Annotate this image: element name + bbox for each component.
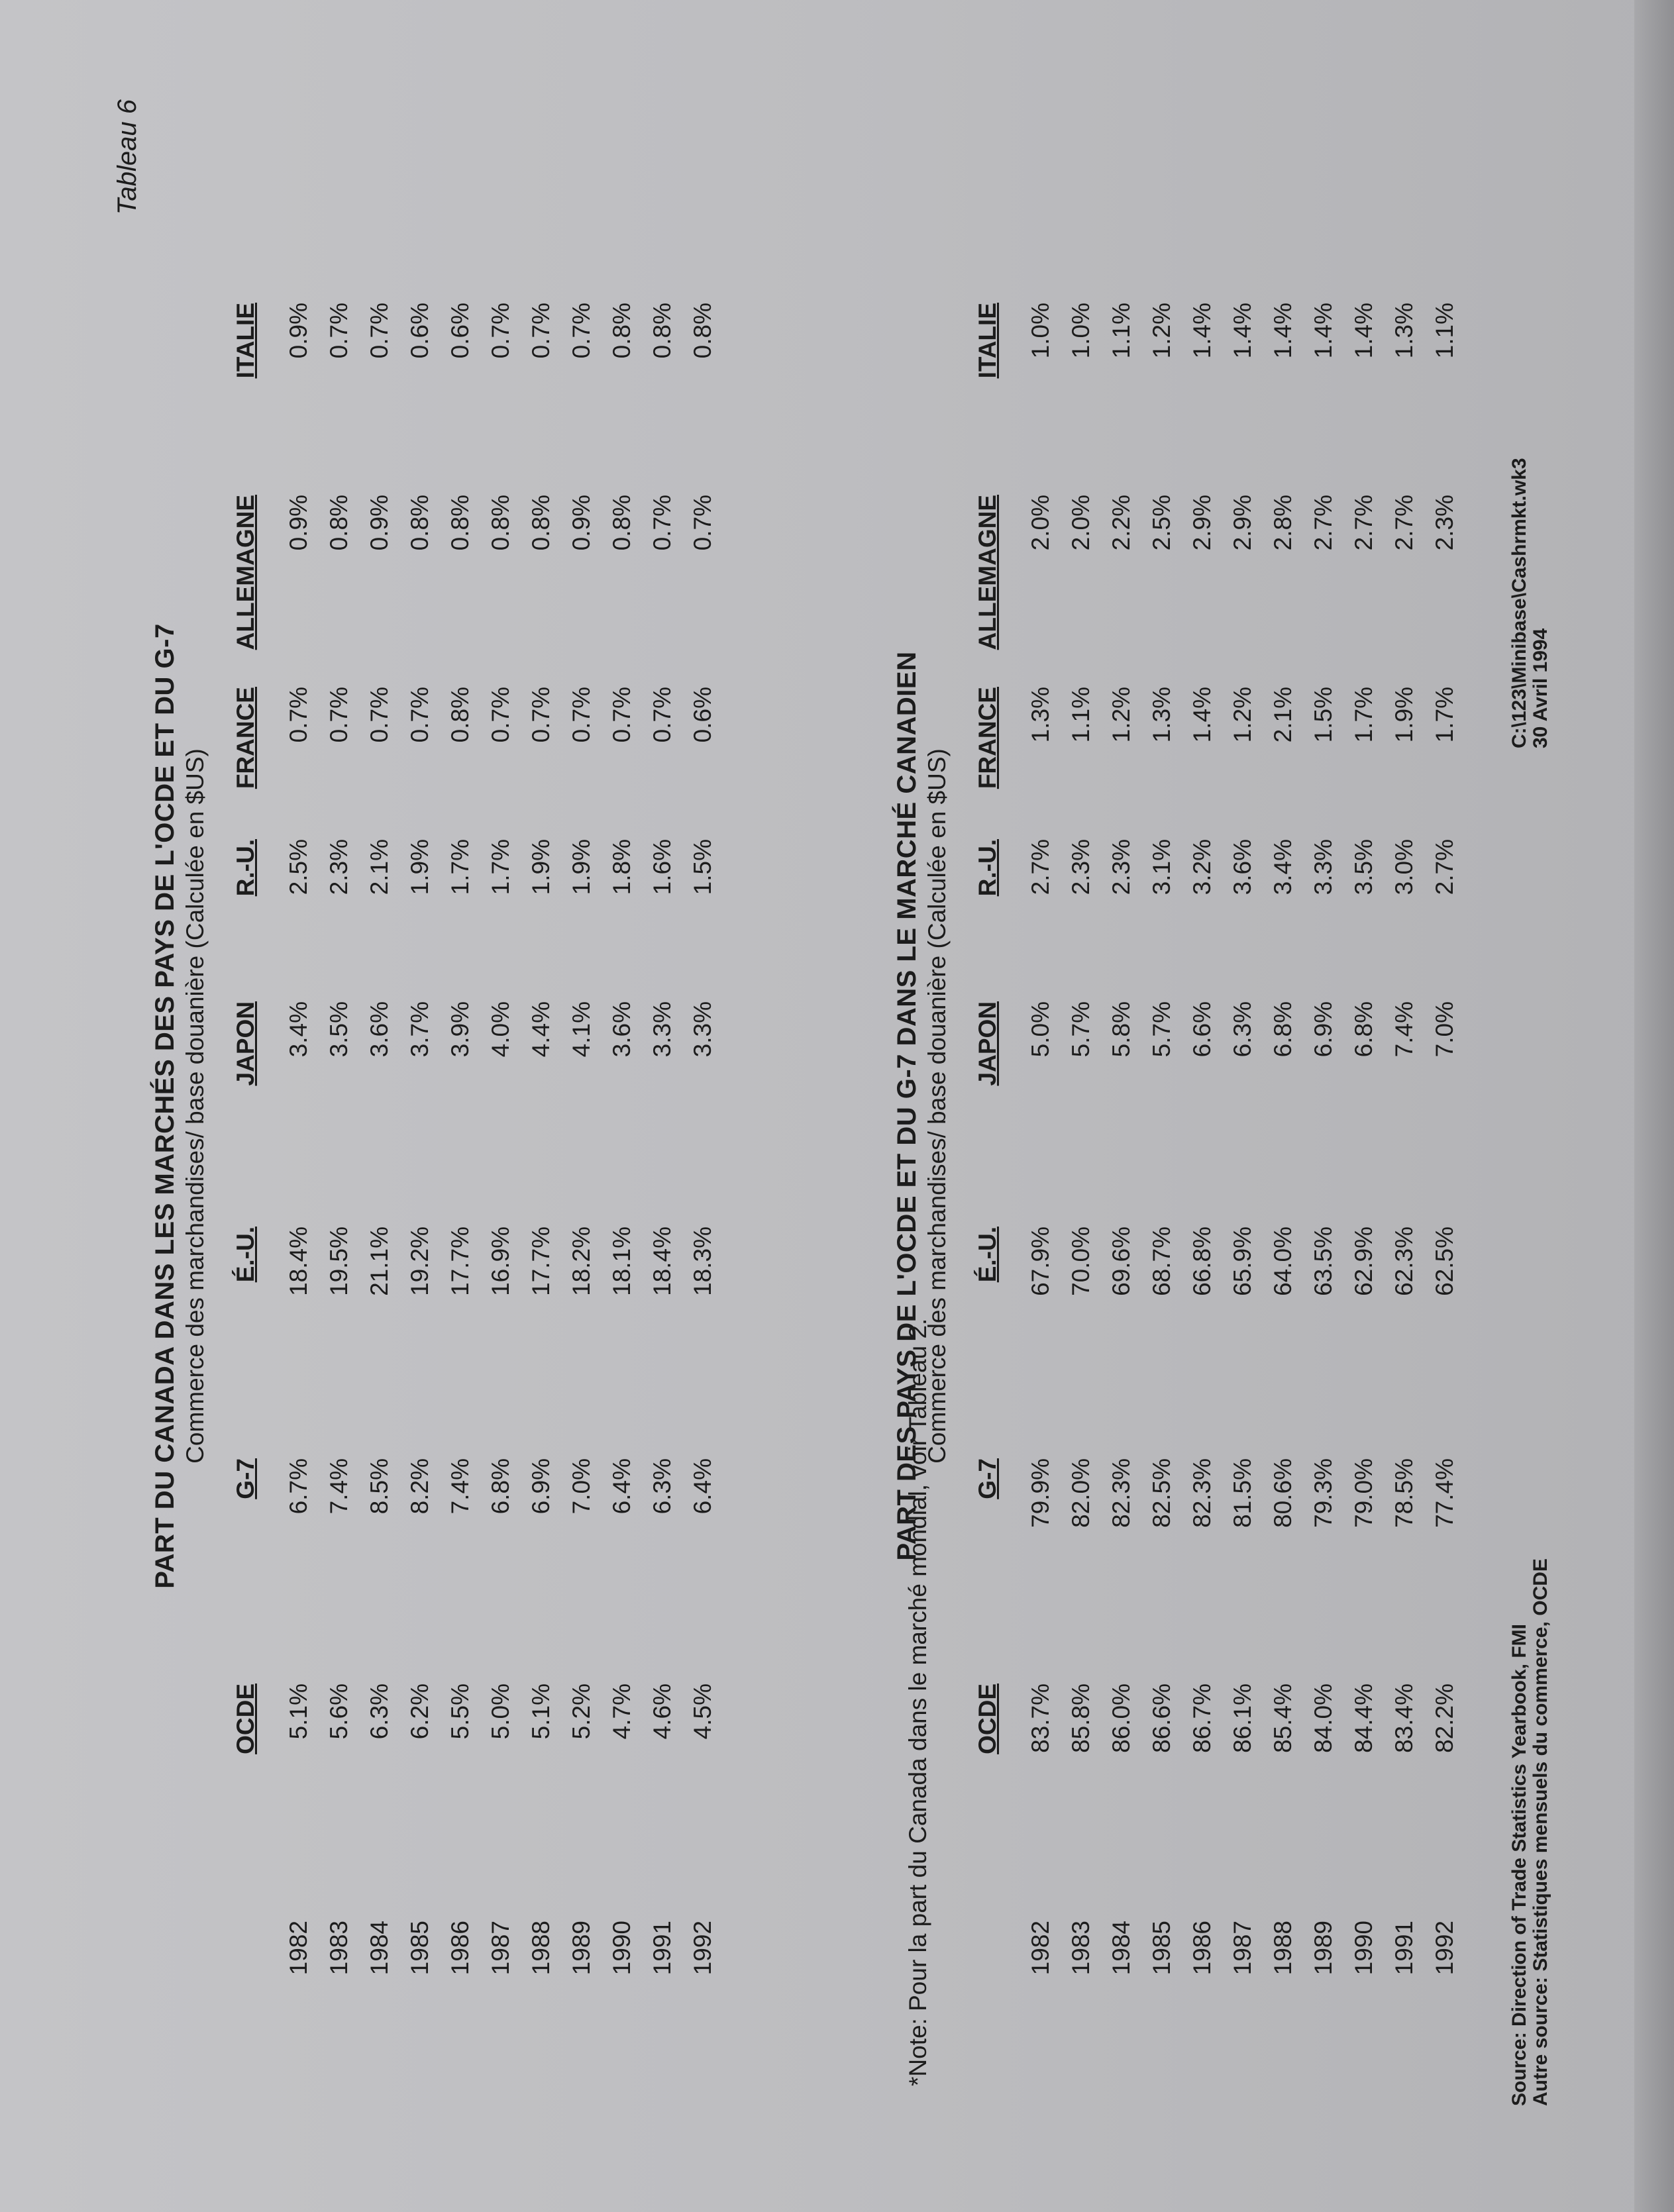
source-line-1: Source: Direction of Trade Statistics Yearbook, FMI	[1508, 1624, 1530, 2106]
table-row	[319, 303, 359, 2212]
value-cell: 2.3%	[1107, 839, 1135, 895]
table-row	[521, 303, 561, 2212]
table-row	[1303, 303, 1343, 2212]
value-cell: 1.4%	[1188, 687, 1216, 743]
table-row	[1263, 303, 1303, 2212]
value-cell: 0.7%	[527, 687, 554, 743]
value-cell: 1.4%	[1188, 303, 1216, 359]
value-cell: 0.7%	[365, 303, 393, 359]
table2-col-header: G-7	[974, 1458, 1001, 1499]
value-cell: 4.5%	[688, 1684, 716, 1740]
value-cell: 3.6%	[1228, 839, 1256, 895]
value-cell: 7.4%	[446, 1458, 474, 1515]
value-cell: 83.4%	[1390, 1684, 1418, 1753]
year-cell: 1985	[405, 1921, 433, 1976]
value-cell: 16.9%	[486, 1227, 514, 1296]
table2-section	[891, 0, 1458, 2212]
value-cell: 1.7%	[446, 839, 474, 895]
value-cell: 77.4%	[1430, 1458, 1458, 1528]
value-cell: 8.5%	[365, 1458, 393, 1515]
value-cell: 2.3%	[1067, 839, 1094, 895]
value-cell: 1.2%	[1107, 687, 1135, 743]
value-cell: 86.1%	[1228, 1684, 1256, 1753]
table1-col-header: OCDE	[232, 1684, 259, 1754]
value-cell: 0.7%	[365, 687, 393, 743]
value-cell: 2.7%	[1309, 495, 1337, 551]
value-cell: 85.8%	[1067, 1684, 1094, 1753]
table-row	[1061, 303, 1101, 2212]
value-cell: 4.6%	[648, 1684, 676, 1740]
value-cell: 0.9%	[365, 495, 393, 551]
table1-subtitle: Commerce des marchandises/ base douanière (Calculée en $US)	[182, 748, 209, 1464]
value-cell: 0.8%	[527, 495, 554, 551]
table-row	[602, 303, 642, 2212]
value-cell: 4.1%	[567, 1001, 595, 1058]
table1-header-row	[232, 303, 278, 2212]
value-cell: 79.3%	[1309, 1458, 1337, 1528]
value-cell: 4.7%	[607, 1684, 635, 1740]
value-cell: 6.9%	[1309, 1001, 1337, 1058]
year-cell: 1986	[446, 1921, 474, 1976]
table-row	[1101, 303, 1141, 2212]
value-cell: 3.3%	[688, 1001, 716, 1058]
value-cell: 0.7%	[486, 303, 514, 359]
value-cell: 3.5%	[1349, 839, 1377, 895]
value-cell: 1.2%	[1147, 303, 1175, 359]
value-cell: 18.2%	[567, 1227, 595, 1296]
value-cell: 85.4%	[1269, 1684, 1296, 1753]
value-cell: 18.4%	[284, 1227, 312, 1296]
value-cell: 1.8%	[607, 839, 635, 895]
value-cell: 0.7%	[648, 495, 676, 551]
file-path: C:\123\Minibase\Cashrmkt.wk3	[1508, 458, 1530, 748]
value-cell: 0.9%	[284, 495, 312, 551]
value-cell: 1.4%	[1228, 303, 1256, 359]
value-cell: 62.5%	[1430, 1227, 1458, 1296]
value-cell: 5.6%	[325, 1684, 352, 1740]
value-cell: 2.3%	[325, 839, 352, 895]
year-cell: 1983	[325, 1921, 352, 1976]
value-cell: 5.7%	[1147, 1001, 1175, 1058]
value-cell: 6.4%	[607, 1458, 635, 1515]
value-cell: 17.7%	[527, 1227, 554, 1296]
value-cell: 0.7%	[607, 687, 635, 743]
value-cell: 0.8%	[607, 303, 635, 359]
table-row	[682, 303, 723, 2212]
value-cell: 5.5%	[446, 1684, 474, 1740]
value-cell: 19.2%	[405, 1227, 433, 1296]
value-cell: 1.2%	[1228, 687, 1256, 743]
table1-note: *Note: Pour la part du Canada dans le marché mondial, voir Tableau 2.	[904, 1318, 931, 2086]
value-cell: 5.1%	[284, 1684, 312, 1740]
table2	[974, 303, 1465, 2212]
value-cell: 62.3%	[1390, 1227, 1418, 1296]
table-row	[1182, 303, 1222, 2212]
value-cell: 1.9%	[1390, 687, 1418, 743]
table1	[232, 303, 723, 2212]
value-cell: 0.6%	[446, 303, 474, 359]
table2-col-header: JAPON	[974, 1001, 1001, 1086]
value-cell: 0.7%	[405, 687, 433, 743]
value-cell: 2.1%	[365, 839, 393, 895]
value-cell: 0.8%	[325, 495, 352, 551]
value-cell: 0.6%	[688, 687, 716, 743]
value-cell: 6.9%	[527, 1458, 554, 1515]
table1-col-header: É.-U.	[232, 1227, 259, 1283]
value-cell: 2.0%	[1026, 495, 1054, 551]
value-cell: 3.3%	[1309, 839, 1337, 895]
value-cell: 8.2%	[405, 1458, 433, 1515]
value-cell: 1.6%	[648, 839, 676, 895]
value-cell: 84.0%	[1309, 1684, 1337, 1753]
year-cell: 1984	[365, 1921, 393, 1976]
table2-col-header: R.-U.	[974, 839, 1001, 897]
table2-title: PART DES PAYS DE L'OCDE ET DU G-7 DANS LE MARCHÉ CANADIEN	[892, 651, 921, 1561]
value-cell: 3.2%	[1188, 839, 1216, 895]
value-cell: 3.0%	[1390, 839, 1418, 895]
value-cell: 86.0%	[1107, 1684, 1135, 1753]
value-cell: 5.0%	[486, 1684, 514, 1740]
value-cell: 0.8%	[607, 495, 635, 551]
table1-col-header	[232, 1921, 278, 2212]
value-cell: 5.1%	[527, 1684, 554, 1740]
value-cell: 2.3%	[1430, 495, 1458, 551]
table2-col-header: OCDE	[974, 1684, 1001, 1754]
year-cell: 1984	[1107, 1921, 1135, 1976]
value-cell: 0.9%	[567, 495, 595, 551]
value-cell: 0.8%	[446, 687, 474, 743]
value-cell: 7.0%	[567, 1458, 595, 1515]
value-cell: 79.9%	[1026, 1458, 1054, 1528]
table2-col-header: FRANCE	[974, 687, 1001, 789]
value-cell: 82.0%	[1067, 1458, 1094, 1528]
source-line-2: Autre source: Statistiques mensuels du commerce, OCDE	[1530, 1558, 1551, 2106]
value-cell: 6.8%	[486, 1458, 514, 1515]
value-cell: 1.3%	[1026, 687, 1054, 743]
table1-title: PART DU CANADA DANS LES MARCHÉS DES PAYS DE L'OCDE ET DU G-7	[150, 623, 180, 1589]
value-cell: 1.0%	[1067, 303, 1094, 359]
value-cell: 3.9%	[446, 1001, 474, 1058]
page-tag: Tableau 6	[113, 99, 142, 215]
value-cell: 86.7%	[1188, 1684, 1216, 1753]
value-cell: 6.7%	[284, 1458, 312, 1515]
year-cell: 1986	[1188, 1921, 1216, 1976]
value-cell: 1.4%	[1309, 303, 1337, 359]
table-row	[642, 303, 682, 2212]
value-cell: 69.6%	[1107, 1227, 1135, 1296]
value-cell: 18.3%	[688, 1227, 716, 1296]
value-cell: 1.9%	[567, 839, 595, 895]
value-cell: 81.5%	[1228, 1458, 1256, 1528]
value-cell: 83.7%	[1026, 1684, 1054, 1753]
table-row	[440, 303, 480, 2212]
year-cell: 1988	[1269, 1921, 1296, 1976]
value-cell: 82.2%	[1430, 1684, 1458, 1753]
value-cell: 1.1%	[1107, 303, 1135, 359]
year-cell: 1989	[567, 1921, 595, 1976]
value-cell: 82.3%	[1107, 1458, 1135, 1528]
value-cell: 6.3%	[648, 1458, 676, 1515]
value-cell: 82.3%	[1188, 1458, 1216, 1528]
value-cell: 18.1%	[607, 1227, 635, 1296]
year-cell: 1985	[1147, 1921, 1175, 1976]
year-cell: 1987	[1228, 1921, 1256, 1976]
table2-col-header: ITALIE	[974, 303, 1001, 379]
source-note	[1509, 1558, 1551, 2106]
year-cell: 1983	[1067, 1921, 1094, 1976]
table2-col-header: ALLEMAGNE	[974, 495, 1001, 650]
value-cell: 68.7%	[1147, 1227, 1175, 1296]
value-cell: 5.8%	[1107, 1001, 1135, 1058]
value-cell: 82.5%	[1147, 1458, 1175, 1528]
value-cell: 3.4%	[1269, 839, 1296, 895]
value-cell: 2.7%	[1349, 495, 1377, 551]
value-cell: 1.1%	[1430, 303, 1458, 359]
value-cell: 3.4%	[284, 1001, 312, 1058]
value-cell: 3.6%	[607, 1001, 635, 1058]
value-cell: 2.9%	[1228, 495, 1256, 551]
year-cell: 1988	[527, 1921, 554, 1976]
value-cell: 2.7%	[1026, 839, 1054, 895]
file-info	[1509, 458, 1551, 748]
year-cell: 1992	[1430, 1921, 1458, 1976]
value-cell: 1.4%	[1269, 303, 1296, 359]
value-cell: 4.0%	[486, 1001, 514, 1058]
value-cell: 2.9%	[1188, 495, 1216, 551]
value-cell: 2.7%	[1430, 839, 1458, 895]
value-cell: 6.8%	[1269, 1001, 1296, 1058]
table1-col-header: G-7	[232, 1458, 259, 1499]
year-cell: 1987	[486, 1921, 514, 1976]
value-cell: 1.0%	[1026, 303, 1054, 359]
file-date: 30 Avril 1994	[1530, 628, 1551, 748]
table1-col-header: JAPON	[232, 1001, 259, 1086]
value-cell: 63.5%	[1309, 1227, 1337, 1296]
value-cell: 2.0%	[1067, 495, 1094, 551]
table-row	[480, 303, 521, 2212]
value-cell: 5.0%	[1026, 1001, 1054, 1058]
year-cell: 1992	[688, 1921, 716, 1976]
year-cell: 1990	[607, 1921, 635, 1976]
table1-col-header: R.-U.	[232, 839, 259, 897]
value-cell: 3.5%	[325, 1001, 352, 1058]
value-cell: 1.9%	[527, 839, 554, 895]
value-cell: 2.1%	[1269, 687, 1296, 743]
value-cell: 1.9%	[405, 839, 433, 895]
value-cell: 3.3%	[648, 1001, 676, 1058]
value-cell: 7.4%	[1390, 1001, 1418, 1058]
value-cell: 86.6%	[1147, 1684, 1175, 1753]
value-cell: 0.8%	[446, 495, 474, 551]
value-cell: 6.6%	[1188, 1001, 1216, 1058]
value-cell: 6.3%	[1228, 1001, 1256, 1058]
value-cell: 2.7%	[1390, 495, 1418, 551]
year-cell: 1982	[1026, 1921, 1054, 1976]
table-row	[1384, 303, 1424, 2212]
value-cell: 1.3%	[1390, 303, 1418, 359]
value-cell: 1.5%	[688, 839, 716, 895]
value-cell: 6.4%	[688, 1458, 716, 1515]
table1-col-header: ITALIE	[232, 303, 259, 379]
value-cell: 19.5%	[325, 1227, 352, 1296]
value-cell: 2.5%	[1147, 495, 1175, 551]
value-cell: 1.7%	[486, 839, 514, 895]
value-cell: 80.6%	[1269, 1458, 1296, 1528]
value-cell: 5.7%	[1067, 1001, 1094, 1058]
value-cell: 1.4%	[1349, 303, 1377, 359]
value-cell: 18.4%	[648, 1227, 676, 1296]
value-cell: 2.2%	[1107, 495, 1135, 551]
value-cell: 0.7%	[325, 687, 352, 743]
value-cell: 4.4%	[527, 1001, 554, 1058]
value-cell: 0.7%	[648, 687, 676, 743]
value-cell: 64.0%	[1269, 1227, 1296, 1296]
value-cell: 17.7%	[446, 1227, 474, 1296]
value-cell: 5.2%	[567, 1684, 595, 1740]
table2-col-header	[974, 1921, 1020, 2212]
table2-header-row	[974, 303, 1020, 2212]
value-cell: 62.9%	[1349, 1227, 1377, 1296]
value-cell: 0.9%	[284, 303, 312, 359]
value-cell: 7.4%	[325, 1458, 352, 1515]
value-cell: 0.7%	[527, 303, 554, 359]
value-cell: 65.9%	[1228, 1227, 1256, 1296]
value-cell: 0.7%	[325, 303, 352, 359]
table-row	[359, 303, 399, 2212]
value-cell: 1.5%	[1309, 687, 1337, 743]
value-cell: 66.8%	[1188, 1227, 1216, 1296]
table1-col-header: FRANCE	[232, 687, 259, 789]
year-cell: 1989	[1309, 1921, 1337, 1976]
value-cell: 78.5%	[1390, 1458, 1418, 1528]
value-cell: 0.7%	[486, 687, 514, 743]
value-cell: 67.9%	[1026, 1227, 1054, 1296]
year-cell: 1982	[284, 1921, 312, 1976]
year-cell: 1991	[648, 1921, 676, 1976]
value-cell: 0.8%	[648, 303, 676, 359]
value-cell: 0.8%	[688, 303, 716, 359]
value-cell: 1.7%	[1430, 687, 1458, 743]
value-cell: 7.0%	[1430, 1001, 1458, 1058]
value-cell: 0.7%	[688, 495, 716, 551]
value-cell: 1.1%	[1067, 687, 1094, 743]
table2-col-header: É.-U.	[974, 1227, 1001, 1283]
table1-col-header: ALLEMAGNE	[232, 495, 259, 650]
value-cell: 3.7%	[405, 1001, 433, 1058]
value-cell: 0.8%	[405, 495, 433, 551]
table-row	[1020, 303, 1061, 2212]
value-cell: 79.0%	[1349, 1458, 1377, 1528]
value-cell: 6.2%	[405, 1684, 433, 1740]
value-cell: 0.7%	[567, 303, 595, 359]
table-row	[399, 303, 440, 2212]
value-cell: 0.6%	[405, 303, 433, 359]
value-cell: 1.7%	[1349, 687, 1377, 743]
value-cell: 2.8%	[1269, 495, 1296, 551]
value-cell: 2.5%	[284, 839, 312, 895]
value-cell: 0.8%	[486, 495, 514, 551]
table-row	[1424, 303, 1465, 2212]
value-cell: 6.8%	[1349, 1001, 1377, 1058]
year-cell: 1990	[1349, 1921, 1377, 1976]
table-row	[1343, 303, 1384, 2212]
value-cell: 6.3%	[365, 1684, 393, 1740]
year-cell: 1991	[1390, 1921, 1418, 1976]
table-row	[1141, 303, 1182, 2212]
value-cell: 0.7%	[284, 687, 312, 743]
value-cell: 70.0%	[1067, 1227, 1094, 1296]
table-row	[561, 303, 602, 2212]
value-cell: 1.3%	[1147, 687, 1175, 743]
table-row	[1222, 303, 1263, 2212]
value-cell: 0.7%	[567, 687, 595, 743]
value-cell: 84.4%	[1349, 1684, 1377, 1753]
value-cell: 3.1%	[1147, 839, 1175, 895]
value-cell: 21.1%	[365, 1227, 393, 1296]
value-cell: 3.6%	[365, 1001, 393, 1058]
table-row	[278, 303, 319, 2212]
table2-subtitle: Commerce des marchandises/ base douanière (Calculée en $US)	[923, 748, 951, 1464]
